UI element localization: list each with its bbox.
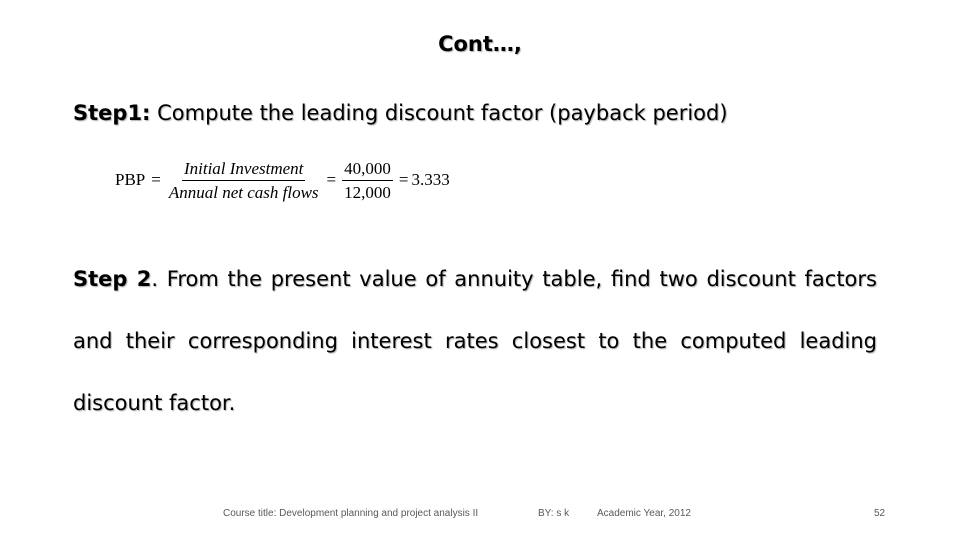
step1-text: Compute the leading discount factor (payback period) bbox=[157, 101, 728, 125]
payback-formula bbox=[115, 155, 450, 205]
step2-paragraph bbox=[73, 248, 877, 434]
formula-equals-2: = bbox=[326, 170, 337, 189]
step1-label: Step1: bbox=[73, 101, 151, 125]
fraction-2-denominator: 12,000 bbox=[344, 182, 391, 202]
formula-lhs: PBP bbox=[115, 170, 146, 189]
footer-author: BY: s k bbox=[538, 508, 570, 519]
formula-equals-3: = bbox=[398, 170, 409, 189]
fraction-1-denominator: Annual net cash flows bbox=[168, 182, 319, 202]
step2-text: . From the present value of annuity table, find two discount factors and their corresponding interest rates closest to the computed leading discount factor. bbox=[73, 267, 877, 415]
formula-fraction-2 bbox=[342, 158, 393, 203]
step2-label: Step 2 bbox=[73, 267, 152, 291]
formula-fraction-1 bbox=[167, 158, 321, 203]
fraction-1-numerator: Initial Investment bbox=[182, 158, 305, 181]
footer-page-number: 52 bbox=[874, 508, 886, 519]
step1-paragraph bbox=[73, 101, 893, 125]
formula-result: 3.333 bbox=[411, 170, 450, 189]
footer-academic-year: Academic Year, 2012 bbox=[597, 508, 691, 519]
slide-title: Cont…, bbox=[438, 32, 522, 56]
footer-course-title: Course title: Development planning and project analysis II bbox=[223, 508, 479, 519]
formula-equals-1: = bbox=[151, 170, 161, 189]
fraction-2-numerator: 40,000 bbox=[342, 158, 393, 181]
